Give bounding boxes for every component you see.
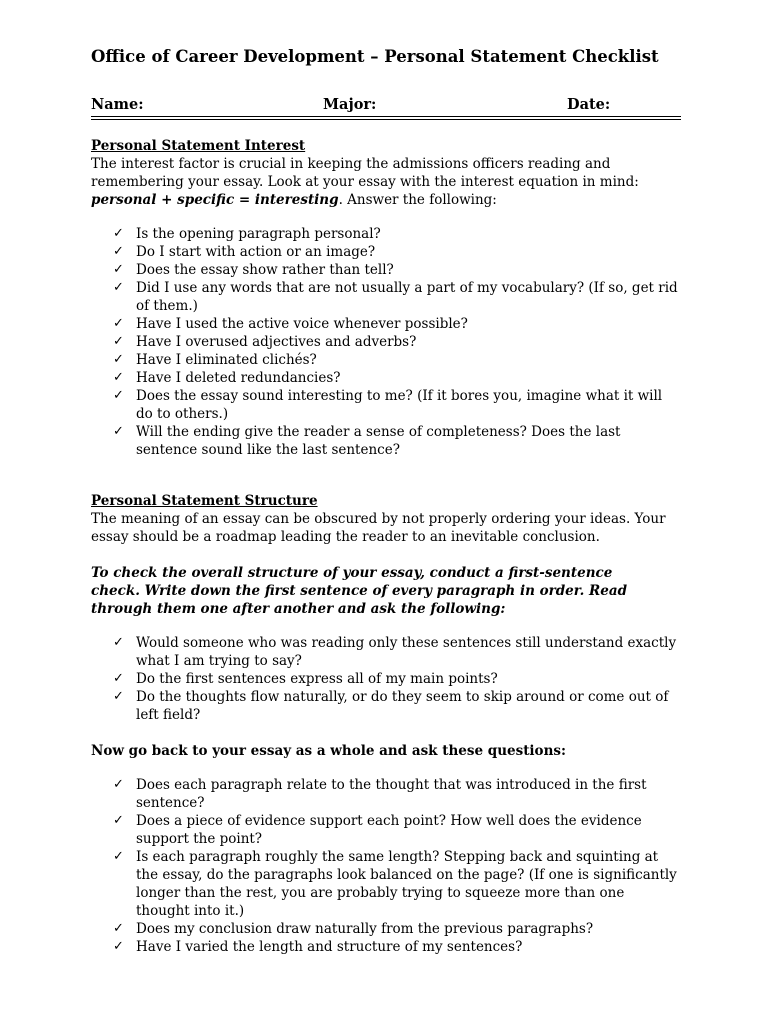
- checkmark-icon: ✓: [113, 244, 124, 259]
- checkmark-icon: ✓: [113, 316, 124, 331]
- whole-essay-item-text: Does each paragraph relate to the thought that was introduced in the first sentence?: [136, 777, 647, 811]
- interest-item-text: Does the essay sound interesting to me? (If it bores you, imagine what it will do to others.): [136, 388, 663, 422]
- checkmark-icon: ✓: [113, 370, 124, 385]
- interest-item: [91, 333, 681, 351]
- major-field-label: Major:: [323, 96, 377, 113]
- structure-item-text: Do the first sentences express all of my main points?: [136, 671, 498, 687]
- interest-item-text: Will the ending give the reader a sense of completeness? Does the last sentence sound like the last sentence?: [136, 424, 621, 458]
- interest-item-text: Do I start with action or an image?: [136, 244, 376, 260]
- checkmark-icon: ✓: [113, 388, 124, 403]
- interest-item-text: Did I use any words that are not usually a part of my vocabulary? (If so, get rid of them.): [136, 280, 678, 314]
- interest-intro: [91, 155, 681, 209]
- checkmark-icon: ✓: [113, 352, 124, 367]
- whole-essay-item: [91, 920, 681, 938]
- interest-intro-end: . Answer the following:: [338, 192, 497, 208]
- interest-item-text: Have I used the active voice whenever possible?: [136, 316, 468, 332]
- interest-item-text: Have I overused adjectives and adverbs?: [136, 334, 417, 350]
- interest-item: [91, 423, 681, 459]
- interest-item: [91, 351, 681, 369]
- whole-essay-item: [91, 848, 681, 920]
- interest-item: [91, 243, 681, 261]
- checkmark-icon: ✓: [113, 424, 124, 439]
- whole-essay-item-text: Have I varied the length and structure of my sentences?: [136, 939, 523, 955]
- checkmark-icon: ✓: [113, 262, 124, 277]
- structure-heading: Personal Statement Structure: [91, 493, 318, 509]
- checkmark-icon: ✓: [113, 939, 124, 954]
- checkmark-icon: ✓: [113, 921, 124, 936]
- whole-essay-item-text: Is each paragraph roughly the same length? Stepping back and squinting at the essay, do the paragraphs look balanced on the page? (If one is significantly longer than the rest, you are probably trying to squeeze more than one thought into it.): [136, 849, 677, 919]
- interest-item: [91, 369, 681, 387]
- interest-item: [91, 225, 681, 243]
- checkmark-icon: ✓: [113, 689, 124, 704]
- whole-essay-item: [91, 776, 681, 812]
- checkmark-icon: ✓: [113, 849, 124, 864]
- checkmark-icon: ✓: [113, 813, 124, 828]
- structure-checklist: [91, 634, 681, 724]
- whole-essay-item: [91, 812, 681, 848]
- checkmark-icon: ✓: [113, 280, 124, 295]
- checkmark-icon: ✓: [113, 226, 124, 241]
- structure-item: [91, 688, 681, 724]
- interest-item: [91, 387, 681, 423]
- interest-item-text: Does the essay show rather than tell?: [136, 262, 394, 278]
- structure-instruction: To check the overall structure of your essay, conduct a first-sentence check. Write down the first sentence of every paragraph in order. Read through them one after another and ask the following:: [91, 565, 628, 617]
- page-title: Office of Career Development – Personal Statement Checklist: [91, 47, 659, 66]
- interest-item: [91, 261, 681, 279]
- interest-equation: personal + specific = interesting: [91, 192, 339, 208]
- interest-intro-text: The interest factor is crucial in keeping the admissions officers reading and remembering your essay. Look at your essay with the interest equation in mind:: [91, 156, 639, 190]
- whole-essay-item-text: Does my conclusion draw naturally from the previous paragraphs?: [136, 921, 594, 937]
- checklist-page: [91, 46, 681, 956]
- structure-item-text: Do the thoughts flow naturally, or do they seem to skip around or come out of left field?: [136, 689, 669, 723]
- interest-checklist: [91, 225, 681, 459]
- interest-item-text: Have I eliminated clichés?: [136, 352, 317, 368]
- checkmark-icon: ✓: [113, 777, 124, 792]
- structure-intro: The meaning of an essay can be obscured by not properly ordering your ideas. Your essay should be a roadmap leading the reader to an inevitable conclusion.: [91, 511, 666, 545]
- whole-essay-checklist: [91, 776, 681, 956]
- name-field-label: Name:: [91, 96, 144, 113]
- interest-item-text: Have I deleted redundancies?: [136, 370, 341, 386]
- checkmark-icon: ✓: [113, 635, 124, 650]
- date-field-label: Date:: [567, 96, 611, 113]
- interest-item-text: Is the opening paragraph personal?: [136, 226, 381, 242]
- interest-item: [91, 315, 681, 333]
- whole-essay-item-text: Does a piece of evidence support each point? How well does the evidence support the point?: [136, 813, 642, 847]
- student-info-fields: [91, 96, 681, 117]
- structure-item: [91, 670, 681, 688]
- whole-essay-item: [91, 938, 681, 956]
- structure-item-text: Would someone who was reading only these sentences still understand exactly what I am trying to say?: [136, 635, 677, 669]
- checkmark-icon: ✓: [113, 671, 124, 686]
- whole-essay-heading: Now go back to your essay as a whole and ask these questions:: [91, 743, 566, 759]
- double-rule-divider: [91, 119, 681, 120]
- structure-item: [91, 634, 681, 670]
- checkmark-icon: ✓: [113, 334, 124, 349]
- interest-heading: Personal Statement Interest: [91, 138, 306, 154]
- interest-item: [91, 279, 681, 315]
